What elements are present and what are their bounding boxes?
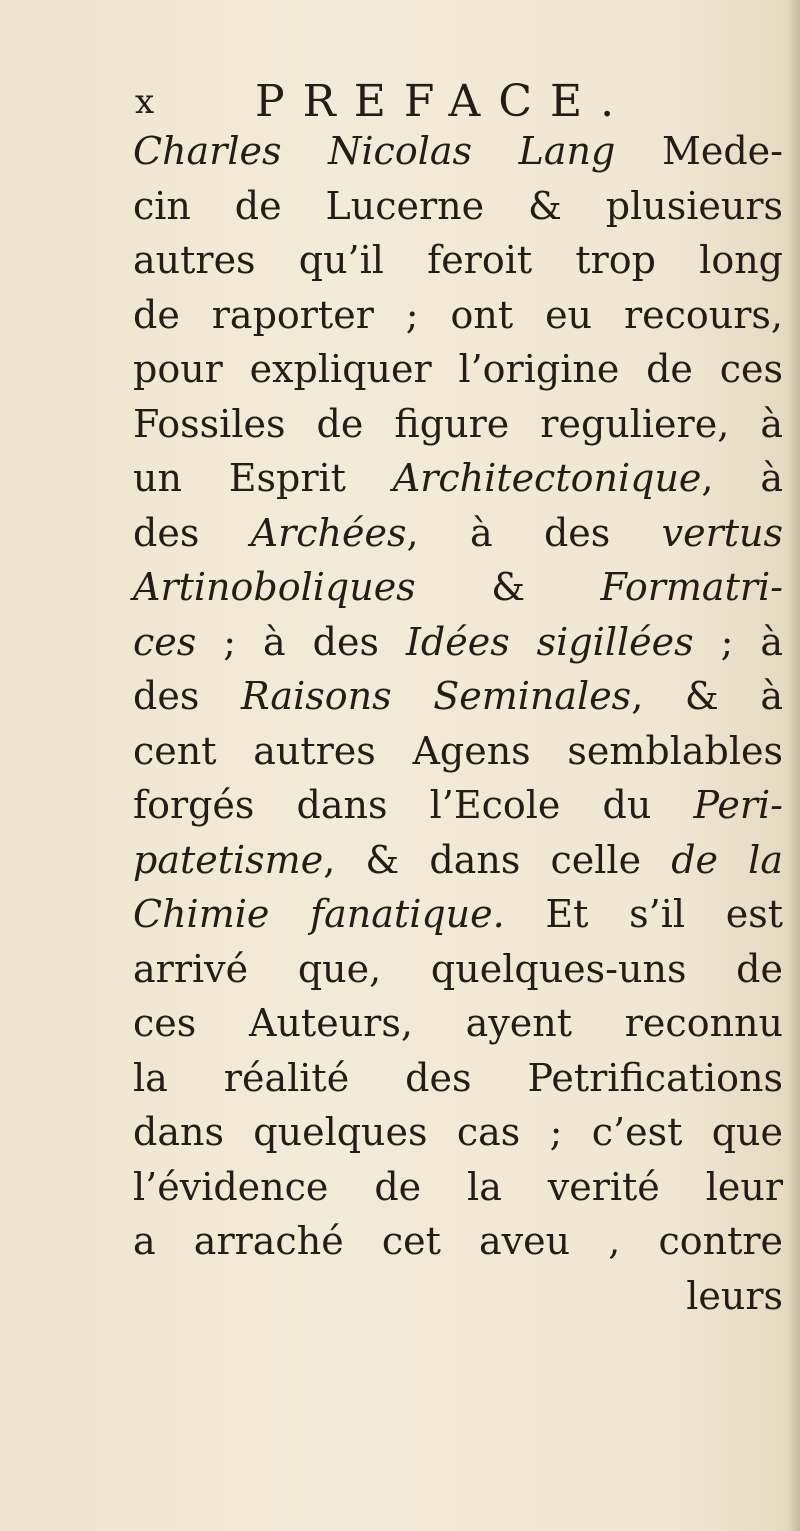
body-text	[133, 124, 783, 1323]
text-line	[133, 560, 783, 615]
roman-run: , à des	[406, 510, 662, 555]
catchword: leurs	[686, 1273, 783, 1318]
italic-run: Charles Nicolas Lang	[133, 129, 616, 173]
roman-run: ces Auteurs, ayent reconnu	[133, 1001, 783, 1045]
roman-run: cin de Lucerne & plusieurs	[133, 183, 783, 228]
text-line	[133, 1214, 783, 1269]
roman-run: ; à	[693, 619, 783, 664]
text-line	[133, 451, 783, 506]
roman-run: arrivé que, quelques-uns de	[133, 946, 783, 991]
text-line	[133, 996, 783, 1051]
text-line	[133, 233, 783, 288]
roman-run: l’évidence de la verité leur	[133, 1164, 783, 1209]
italic-run: Archées	[250, 510, 407, 555]
italic-run: Raisons Seminales	[240, 674, 632, 718]
roman-run: des	[133, 510, 251, 555]
roman-run: a arraché cet aveu , contre	[133, 1219, 783, 1263]
text-line	[133, 179, 783, 234]
roman-run: , à	[701, 456, 783, 500]
roman-run: des	[133, 674, 241, 718]
roman-run: dans quelques cas ; c’est que	[133, 1110, 783, 1154]
italic-run: patetisme	[133, 837, 324, 882]
text-line	[133, 1160, 783, 1215]
text-line	[133, 778, 783, 833]
italic-run: Peri-	[693, 783, 783, 827]
roman-run: cent autres Agens semblables	[133, 728, 783, 773]
roman-run: Fossiles de figure reguliere, à	[133, 401, 783, 446]
roman-run: , & dans celle	[323, 837, 672, 882]
italic-run: de la	[671, 837, 783, 882]
text-line	[133, 342, 783, 397]
italic-run: Formatri-	[600, 565, 783, 609]
text-line	[133, 615, 783, 670]
page-edge-shadow	[786, 0, 800, 1531]
italic-run: Chimie fanatique.	[133, 892, 505, 936]
italic-run: Idées sigillées	[405, 619, 694, 664]
page-number: x	[135, 82, 155, 122]
running-title: PREFACE.	[255, 76, 633, 127]
italic-run: Architectonique	[392, 456, 702, 500]
text-line	[133, 288, 783, 343]
roman-run: pour expliquer l’origine de ces	[133, 347, 783, 391]
text-line	[133, 397, 783, 452]
roman-run: &	[415, 565, 601, 609]
roman-run: , & à	[631, 674, 783, 718]
text-line	[133, 724, 783, 779]
roman-run: forgés dans l’Ecole du	[133, 783, 694, 827]
text-line	[133, 506, 783, 561]
text-line	[133, 887, 783, 942]
text-line	[133, 833, 783, 888]
roman-run: la réalité des Petrifications	[133, 1055, 783, 1100]
roman-run: Mede-	[615, 129, 783, 173]
italic-run: Artinoboliques	[133, 565, 416, 609]
roman-run: de raporter ; ont eu recours,	[133, 292, 783, 337]
text-line	[133, 1051, 783, 1106]
text-line	[133, 942, 783, 997]
roman-run: ; à des	[196, 619, 406, 664]
text-line	[133, 669, 783, 724]
roman-run: autres qu’il feroit trop long	[133, 238, 783, 282]
text-line	[133, 1105, 783, 1160]
roman-run: Et s’il est	[504, 892, 783, 936]
italic-run: ces	[133, 619, 197, 664]
italic-run: vertus	[661, 510, 783, 555]
text-line	[133, 124, 783, 179]
roman-run: un Esprit	[133, 456, 393, 500]
